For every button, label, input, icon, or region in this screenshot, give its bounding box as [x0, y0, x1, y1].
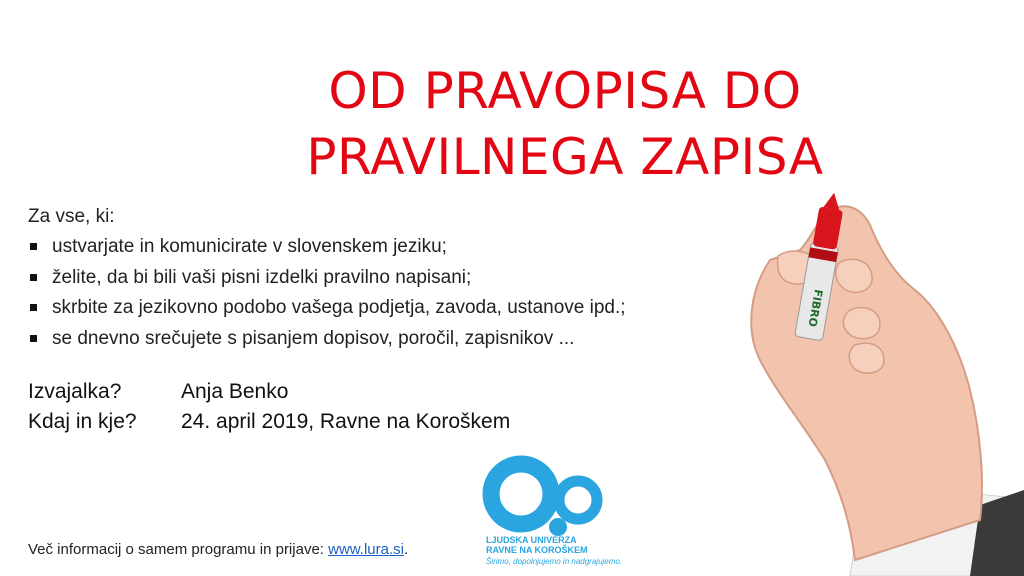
date-location-row: [28, 410, 510, 434]
lecturer-label: Izvajalka?: [28, 380, 122, 403]
list-item-text: se dnevno srečujete s pisanjem dopisov, poročil, zapisnikov ...: [52, 327, 575, 349]
hand-with-marker-icon: [730, 190, 1024, 576]
bullet-square-icon: [30, 274, 37, 281]
date-location-label: Kdaj in kje?: [28, 410, 137, 433]
title-line-1: OD PRAVOPISA DO: [328, 62, 802, 120]
lecturer-row: [28, 380, 288, 404]
title-line-2: PRAVILNEGA ZAPISA: [306, 128, 824, 186]
website-link[interactable]: www.lura.si: [328, 541, 404, 558]
list-item: [28, 263, 626, 294]
list-item: [28, 232, 626, 263]
page-title: [240, 58, 890, 190]
date-location-value: 24. april 2019, Ravne na Koroškem: [181, 410, 511, 433]
more-info-period: .: [403, 541, 409, 558]
logo-tagline: Širimo, dopolnjujemo in nadgrajujemo.: [486, 557, 623, 566]
logo-name-line2: RAVNE NA KOROŠKEM: [486, 545, 588, 555]
logo-name-line1: LJUDSKA UNIVERZA: [486, 535, 577, 545]
list-item-text: želite, da bi bili vaši pisni izdelki pravilno napisani;: [52, 266, 472, 288]
list-item-text: skrbite za jezikovno podobo vašega podjetja, zavoda, ustanove ipd.;: [52, 297, 626, 318]
lecturer-value: Anja Benko: [181, 380, 289, 403]
audience-list: [28, 232, 626, 354]
list-item: [28, 293, 626, 324]
more-info-text: Več informacij o samem programu in prijave:: [28, 541, 329, 558]
list-item: [28, 324, 626, 355]
bullet-square-icon: [30, 243, 37, 250]
bullet-square-icon: [30, 335, 37, 342]
marker-label: FIBRO: [805, 288, 825, 328]
bullet-square-icon: [30, 304, 37, 311]
intro-text: Za vse, ki:: [28, 206, 115, 227]
more-info: [28, 541, 408, 558]
list-item-text: ustvarjate in komunicirate v slovenskem jeziku;: [52, 236, 447, 257]
